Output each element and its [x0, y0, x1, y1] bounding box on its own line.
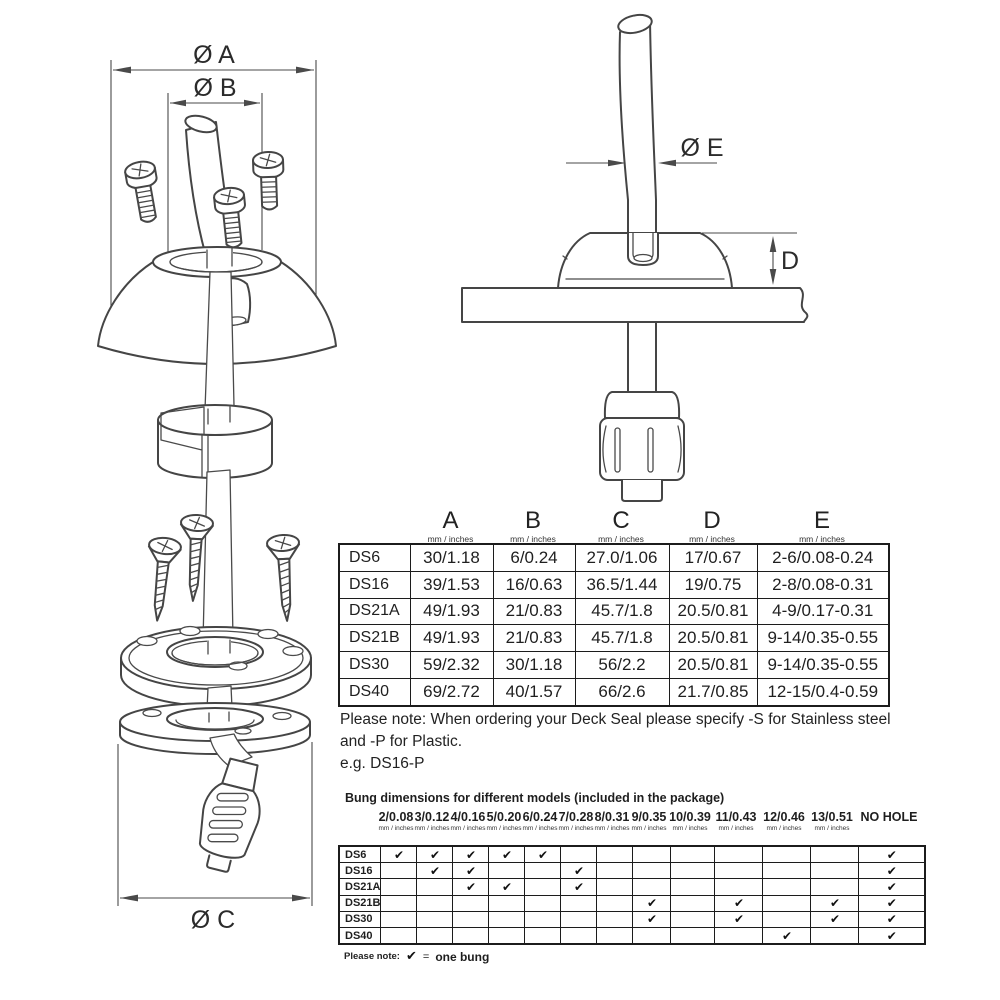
empty-cell [381, 911, 417, 927]
empty-cell [671, 863, 715, 879]
dimension-value: 21.7/0.85 [669, 678, 757, 705]
column-unit: mm / inches [689, 534, 735, 544]
table-row [339, 846, 925, 863]
bung-column-header [414, 811, 450, 832]
check-icon: ✔ [763, 927, 811, 944]
dimension-value: 21/0.83 [493, 598, 575, 625]
dimension-value: 9-14/0.35-0.55 [757, 652, 889, 679]
model-name: DS21A [339, 879, 381, 895]
dimension-value: 40/1.57 [493, 678, 575, 705]
empty-cell [525, 895, 561, 911]
bung-column-unit: mm / inches [558, 825, 594, 832]
dimension-value: 2-8/0.08-0.31 [757, 571, 889, 598]
column-unit: mm / inches [510, 534, 556, 544]
empty-cell [597, 863, 633, 879]
model-name: DS6 [339, 544, 410, 571]
column-unit: mm / inches [799, 534, 845, 544]
empty-cell [597, 879, 633, 895]
empty-cell [489, 895, 525, 911]
model-name: DS40 [339, 927, 381, 944]
bung-column-unit: mm / inches [486, 825, 522, 832]
cable-mid-upper [205, 272, 234, 410]
empty-cell [561, 895, 597, 911]
table-row [339, 911, 925, 927]
empty-cell [671, 846, 715, 863]
empty-cell [715, 927, 763, 944]
bung-column-header [856, 811, 922, 832]
check-icon: ✔ [453, 879, 489, 895]
empty-cell [489, 927, 525, 944]
empty-cell [671, 895, 715, 911]
dimension-value: 30/1.18 [410, 544, 493, 571]
column-letter: B [524, 507, 541, 534]
bung-column-unit: mm / inches [450, 825, 486, 832]
bung-column-label: 10/0.39 [669, 810, 711, 824]
machine-screw-icon [124, 159, 164, 224]
bung-column-unit: mm / inches [378, 825, 414, 832]
bung-column-unit: mm / inches [814, 825, 850, 832]
empty-cell [453, 927, 489, 944]
table-row [339, 652, 889, 679]
column-letter: D [703, 507, 721, 534]
empty-cell [561, 846, 597, 863]
dimension-value: 27.0/1.06 [575, 544, 669, 571]
column-letter: A [442, 507, 459, 534]
bung-column-unit: mm / inches [414, 825, 450, 832]
empty-cell [417, 927, 453, 944]
table-row [339, 879, 925, 895]
bung-table-title: Bung dimensions for different models (included in the package) [345, 791, 725, 805]
dim-label-b: Ø B [193, 74, 237, 102]
dimension-value: 17/0.67 [669, 544, 757, 571]
dimension-value: 45.7/1.8 [575, 625, 669, 652]
column-letter: E [813, 507, 830, 534]
bung-column-unit: mm / inches [594, 825, 630, 832]
empty-cell [417, 879, 453, 895]
split-collar [158, 405, 272, 478]
machine-screw-icon [253, 151, 285, 210]
bung-column-header [558, 811, 594, 832]
column-header-e [756, 509, 888, 544]
empty-cell [811, 846, 859, 863]
check-icon: ✔ [561, 879, 597, 895]
check-icon: ✔ [453, 846, 489, 863]
empty-cell [597, 895, 633, 911]
exploded-assembly-drawing [98, 41, 336, 934]
empty-cell [525, 927, 561, 944]
dimension-value: 39/1.53 [410, 571, 493, 598]
dimension-value: 69/2.72 [410, 678, 493, 705]
column-header-a [409, 509, 492, 544]
empty-cell [525, 863, 561, 879]
empty-cell [417, 895, 453, 911]
dimension-value: 6/0.24 [493, 544, 575, 571]
empty-cell [811, 927, 859, 944]
model-name: DS16 [339, 571, 410, 598]
empty-cell [763, 895, 811, 911]
model-name: DS16 [339, 863, 381, 879]
bung-column-label: 8/0.31 [594, 810, 630, 824]
order-note-line2: e.g. DS16-P [340, 755, 425, 772]
bung-column-label: 4/0.16 [450, 810, 486, 824]
check-icon: ✔ [859, 879, 925, 895]
dim-label-c: Ø C [190, 906, 236, 934]
dimension-value: 59/2.32 [410, 652, 493, 679]
bung-column-header [712, 811, 760, 832]
model-name: DS21A [339, 598, 410, 625]
bung-column-header [594, 811, 630, 832]
check-icon: ✔ [489, 846, 525, 863]
empty-cell [763, 863, 811, 879]
table-row [339, 678, 889, 705]
footnote-prefix: Please note: [344, 951, 400, 962]
bung-column-label: NO HOLE [860, 810, 918, 824]
bung-column-label: 5/0.20 [486, 810, 522, 824]
dimension-value: 66/2.6 [575, 678, 669, 705]
tapping-screw-icon [267, 534, 303, 622]
empty-cell [811, 879, 859, 895]
dimension-value: 20.5/0.81 [669, 652, 757, 679]
check-icon: ✔ [811, 895, 859, 911]
check-icon: ✔ [561, 863, 597, 879]
check-icon: ✔ [859, 927, 925, 944]
bung-column-header [450, 811, 486, 832]
model-name: DS21B [339, 625, 410, 652]
column-header-b [492, 509, 574, 544]
empty-cell [453, 911, 489, 927]
check-icon: ✔ [859, 846, 925, 863]
footnote-label: one bung [435, 949, 490, 964]
empty-cell [715, 879, 763, 895]
check-icon: ✔ [405, 949, 417, 964]
bung-column-label: 3/0.12 [414, 810, 450, 824]
dimension-value: 20.5/0.81 [669, 598, 757, 625]
empty-cell [453, 895, 489, 911]
column-letter: C [612, 507, 630, 534]
bung-column-header [808, 811, 856, 832]
check-icon: ✔ [859, 911, 925, 927]
empty-cell [671, 911, 715, 927]
dimension-value: 56/2.2 [575, 652, 669, 679]
deck-seal-dome [558, 233, 732, 288]
dimension-value: 20.5/0.81 [669, 625, 757, 652]
bung-column-label: 7/0.28 [558, 810, 594, 824]
check-icon: ✔ [811, 911, 859, 927]
empty-cell [489, 911, 525, 927]
empty-cell [525, 879, 561, 895]
column-header-d [668, 509, 756, 544]
table-row [339, 927, 925, 944]
dimension-value: 49/1.93 [410, 598, 493, 625]
dimension-value: 36.5/1.44 [575, 571, 669, 598]
order-note [340, 709, 910, 775]
empty-cell [381, 927, 417, 944]
empty-cell [561, 911, 597, 927]
model-name: DS30 [339, 652, 410, 679]
bung-table-header [338, 811, 922, 832]
empty-cell [597, 927, 633, 944]
empty-cell [633, 863, 671, 879]
dim-label-e: Ø E [680, 134, 724, 162]
table-row [339, 598, 889, 625]
table-row [339, 571, 889, 598]
bung-column-label: 9/0.35 [631, 810, 667, 824]
empty-cell [417, 911, 453, 927]
check-icon: ✔ [417, 863, 453, 879]
bung-column-header [486, 811, 522, 832]
empty-cell [597, 846, 633, 863]
dimension-value: 2-6/0.08-0.24 [757, 544, 889, 571]
below-deck-fitting [600, 322, 684, 501]
empty-cell [597, 911, 633, 927]
bung-column-header [378, 811, 414, 832]
tapping-screw-icon [141, 536, 182, 622]
empty-cell [671, 927, 715, 944]
column-unit: mm / inches [598, 534, 644, 544]
empty-cell [671, 879, 715, 895]
footnote-equals: = [422, 950, 430, 963]
bung-column-label: 2/0.08 [378, 810, 414, 824]
check-icon: ✔ [633, 911, 671, 927]
table-row [339, 895, 925, 911]
check-icon: ✔ [715, 911, 763, 927]
bung-table [338, 845, 926, 945]
dimension-value: 9-14/0.35-0.55 [757, 625, 889, 652]
installed-view-drawing [462, 12, 807, 501]
dimension-value: 16/0.63 [493, 571, 575, 598]
bung-column-label: 11/0.43 [715, 810, 757, 824]
dim-label-d: D [781, 247, 800, 275]
model-name: DS6 [339, 846, 381, 863]
column-unit: mm / inches [427, 534, 474, 544]
check-icon: ✔ [633, 895, 671, 911]
empty-cell [381, 895, 417, 911]
dimension-value: 30/1.18 [493, 652, 575, 679]
model-name: DS40 [339, 678, 410, 705]
bung-column-unit: mm / inches [718, 825, 754, 832]
bung-column-unit: mm / inches [672, 825, 708, 832]
model-name: DS30 [339, 911, 381, 927]
table-row [339, 625, 889, 652]
empty-cell [633, 927, 671, 944]
bung-column-unit: mm / inches [631, 825, 667, 832]
dimension-value: 45.7/1.8 [575, 598, 669, 625]
bung-column-label: 6/0.24 [522, 810, 558, 824]
check-icon: ✔ [859, 895, 925, 911]
order-note-line1: Please note: When ordering your Deck Seal please specify -S for Stainless steel and -P for Plastic. [340, 711, 891, 750]
empty-cell [381, 863, 417, 879]
dimensions-table-header [338, 509, 888, 544]
bung-column-header [668, 811, 712, 832]
check-icon: ✔ [859, 863, 925, 879]
empty-cell [525, 911, 561, 927]
table-row [339, 544, 889, 571]
model-name: DS21B [339, 895, 381, 911]
dimension-value: 12-15/0.4-0.59 [757, 678, 889, 705]
dimensions-table [338, 543, 890, 707]
table-row [339, 863, 925, 879]
empty-cell [715, 863, 763, 879]
dimension-value: 21/0.83 [493, 625, 575, 652]
check-icon: ✔ [453, 863, 489, 879]
empty-cell [811, 863, 859, 879]
bung-column-header [522, 811, 558, 832]
bung-column-unit: mm / inches [766, 825, 802, 832]
dim-label-a: Ø A [193, 41, 235, 69]
empty-cell [763, 911, 811, 927]
check-icon: ✔ [525, 846, 561, 863]
empty-cell [715, 846, 763, 863]
check-icon: ✔ [417, 846, 453, 863]
empty-cell [561, 927, 597, 944]
bung-table-footnote [344, 949, 489, 964]
empty-cell [633, 879, 671, 895]
cable-mid-lower [203, 470, 233, 642]
empty-cell [633, 846, 671, 863]
check-icon: ✔ [381, 846, 417, 863]
cable-above-deck [617, 12, 656, 236]
bung-column-header [630, 811, 668, 832]
dimension-value: 4-9/0.17-0.31 [757, 598, 889, 625]
empty-cell [763, 879, 811, 895]
empty-cell [763, 846, 811, 863]
empty-cell [489, 863, 525, 879]
bung-column-header [760, 811, 808, 832]
bung-column-label: 13/0.51 [811, 810, 853, 824]
empty-cell [381, 879, 417, 895]
deck-plank [462, 288, 807, 322]
check-icon: ✔ [489, 879, 525, 895]
column-header-c [574, 509, 668, 544]
cable-connector [190, 755, 271, 876]
dimension-value: 19/0.75 [669, 571, 757, 598]
check-icon: ✔ [715, 895, 763, 911]
dimension-value: 49/1.93 [410, 625, 493, 652]
bung-column-label: 12/0.46 [763, 810, 805, 824]
bung-column-unit: mm / inches [522, 825, 558, 832]
